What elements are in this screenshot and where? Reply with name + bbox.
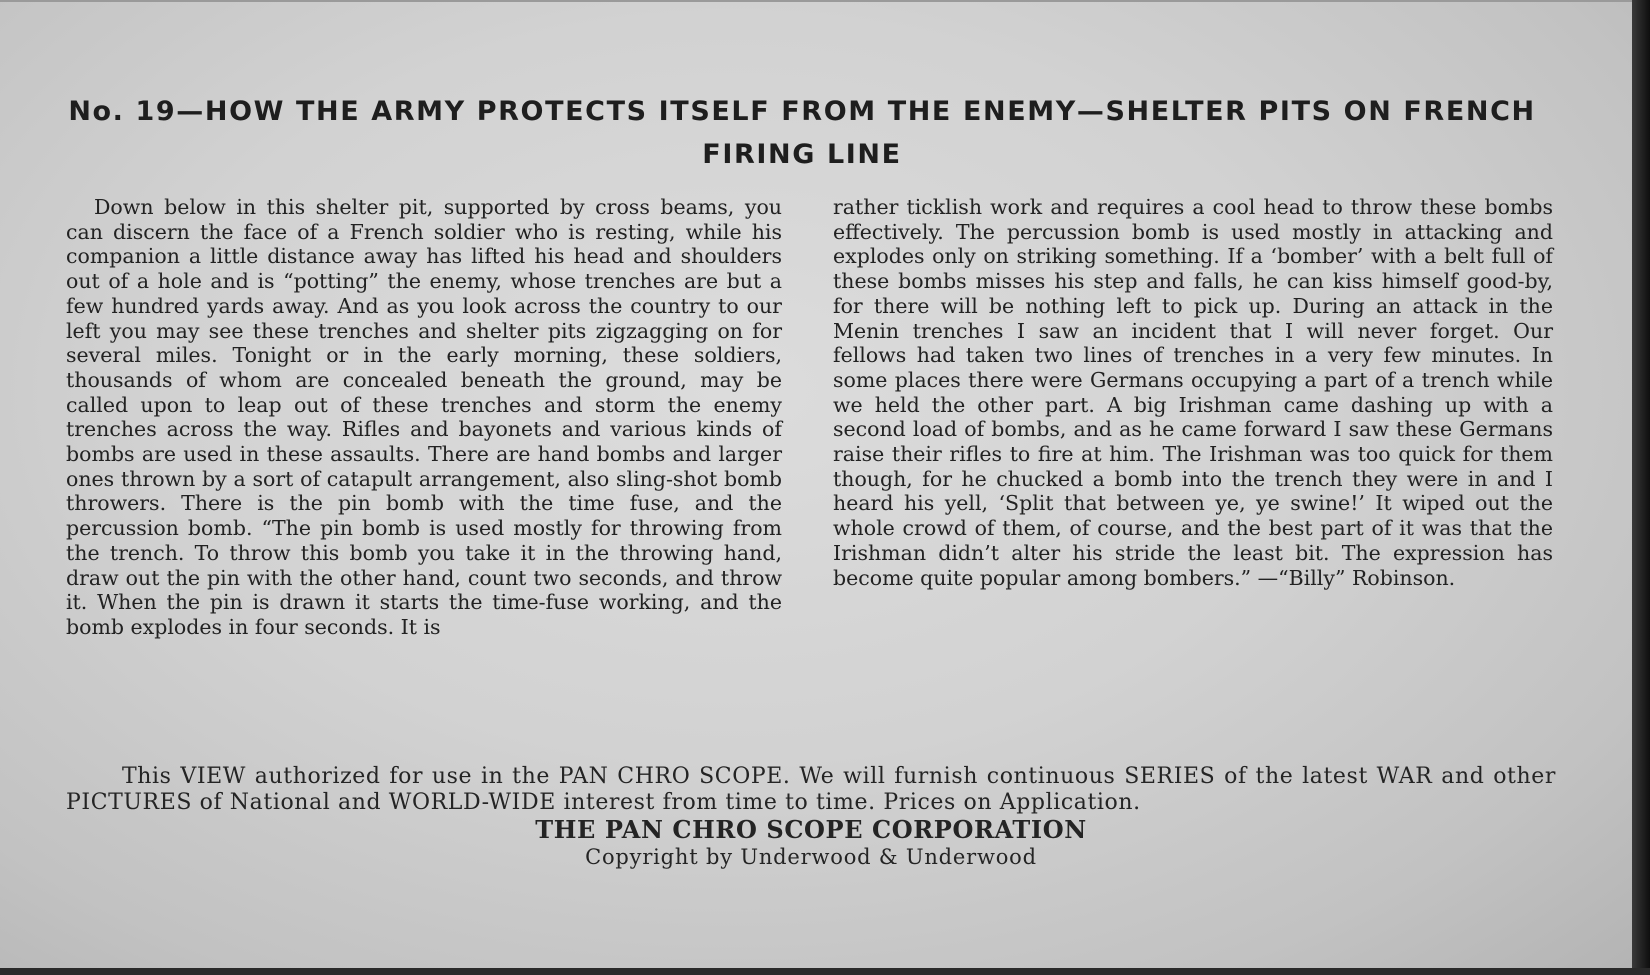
corporation-name: THE PAN CHRO SCOPE CORPORATION <box>535 815 1087 844</box>
body-text-right-column: rather ticklish work and requires a cool head to throw these bombs effectively. The percussion bomb is used mostly in attacking and explodes only on striking something. If a ‘bomber’ with a belt full of these bombs misses his step and falls, he can kiss himself good-by, for there will be nothing left to pick up. During an attack in the Menin trenches I saw an incident that I will never forget. Our fellows had taken two lines of trenches in a very few minutes. In some places there were Germans occupying a part of a trench while we held the other part. A big Irishman came dashing up with a second load of bombs, and as he came forward I saw these Germans raise their rifles to fire at him. The Irishman was too quick for them though, for he chucked a bomb into the trench they were in and I heard his yell, ‘Split that between ye, ye swine!’ It wiped out the whole crowd of them, of course, and the best part of it was that the Irishman didn’t alter his stride the least bit. The expression has become quite popular among bombers.” —“Billy” Robinson. <box>833 195 1553 590</box>
body-text-left-column: Down below in this shelter pit, supported by cross beams, you can discern the face of a French soldier who is resting, while his companion a little distance away has lifted his head and shoulders out of a hole and is “potting” the enemy, whose trenches are but a few hundred yards away. And as you look across the country to our left you may see these trenches and shelter pits zigzagging on for several miles. Tonight or in the early morning, these soldiers, thousands of whom are concealed beneath the ground, may be called upon to leap out of these trenches and storm the enemy trenches across the way. Rifles and bayonets and various kinds of bombs are used in these assaults. There are hand bombs and larger ones thrown by a sort of catapult arrangement, also sling-shot bomb throwers. There is the pin bomb with the time fuse, and the percussion bomb. “The pin bomb is used mostly for throwing from the trench. To throw this bomb you take it in the throwing hand, draw out the pin with the other hand, count two seconds, and throw it. When the pin is drawn it starts the time-fuse working, and the bomb explodes in four seconds. It is <box>66 195 782 639</box>
card-bottom-edge-shadow <box>0 968 1650 975</box>
authorization-notice: This VIEW authorized for use in the PAN CHRO SCOPE. We will furnish continuous SERIES of the latest WAR and other PICTURES of National and WORLD-WIDE interest from time to time. Prices on Application. <box>66 764 1556 815</box>
card-right-edge-shadow <box>1632 0 1650 975</box>
card-title: No. 19—HOW THE ARMY PROTECTS ITSELF FROM THE ENEMY—SHELTER PITS ON FRENCH FIRING LINE <box>68 96 1536 170</box>
card-footer <box>66 764 1556 870</box>
copyright-line: Copyright by Underwood & Underwood <box>585 845 1037 869</box>
